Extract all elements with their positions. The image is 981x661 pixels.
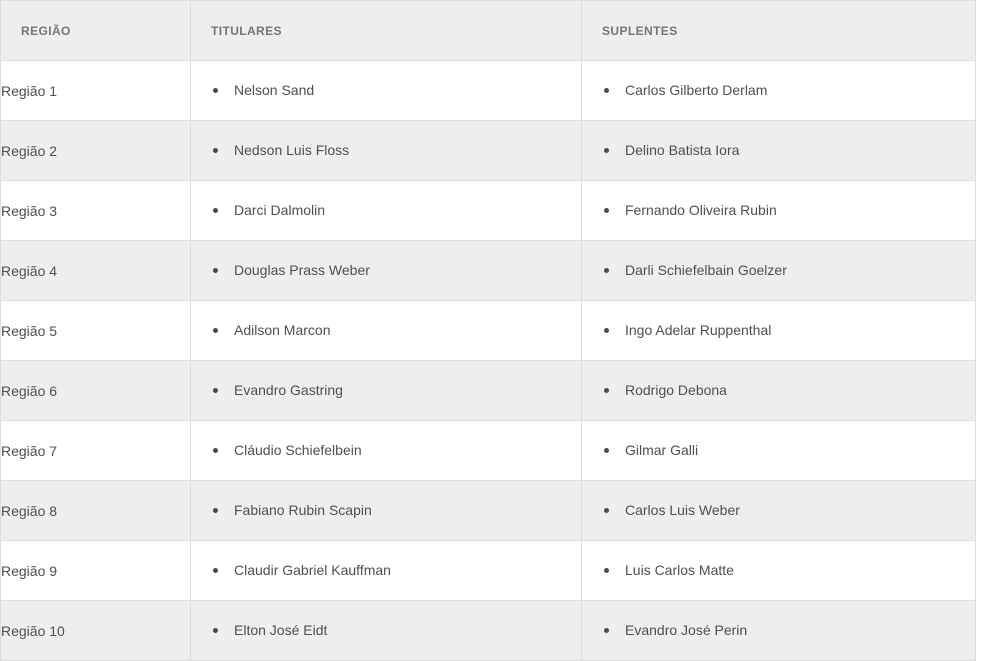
region-cell: Região 5	[1, 301, 191, 361]
suplentes-list	[582, 141, 975, 159]
suplente-name: Fernando Oliveira Rubin	[582, 201, 975, 219]
region-cell: Região 1	[1, 61, 191, 121]
titulares-cell	[191, 241, 582, 301]
region-cell: Região 3	[1, 181, 191, 241]
table-row	[1, 361, 976, 421]
suplente-name: Rodrigo Debona	[582, 381, 975, 399]
suplente-name: Delino Batista Iora	[582, 141, 975, 159]
suplentes-list	[582, 381, 975, 399]
titulares-list	[191, 261, 581, 279]
region-cell: Região 9	[1, 541, 191, 601]
suplentes-cell	[582, 541, 976, 601]
suplentes-cell	[582, 481, 976, 541]
suplentes-list	[582, 201, 975, 219]
titular-name: Nedson Luis Floss	[191, 141, 581, 159]
table-row	[1, 241, 976, 301]
titulares-cell	[191, 361, 582, 421]
suplentes-cell	[582, 361, 976, 421]
region-cell: Região 6	[1, 361, 191, 421]
suplente-name: Ingo Adelar Ruppenthal	[582, 321, 975, 339]
suplente-name: Evandro José Perin	[582, 621, 975, 639]
titular-name: Evandro Gastring	[191, 381, 581, 399]
titulares-cell	[191, 541, 582, 601]
suplentes-cell	[582, 181, 976, 241]
table-header-row	[1, 1, 976, 61]
titulares-list	[191, 441, 581, 459]
suplente-name: Luis Carlos Matte	[582, 561, 975, 579]
titulares-list	[191, 561, 581, 579]
region-cell: Região 4	[1, 241, 191, 301]
suplente-name: Carlos Luis Weber	[582, 501, 975, 519]
suplentes-list	[582, 321, 975, 339]
titulares-cell	[191, 481, 582, 541]
titulares-cell	[191, 121, 582, 181]
titulares-cell	[191, 181, 582, 241]
titular-name: Elton José Eidt	[191, 621, 581, 639]
suplentes-list	[582, 501, 975, 519]
titulares-cell	[191, 61, 582, 121]
table-row	[1, 301, 976, 361]
titulares-list	[191, 381, 581, 399]
titulares-list	[191, 501, 581, 519]
table-body	[1, 61, 976, 661]
titulares-list	[191, 201, 581, 219]
titular-name: Claudir Gabriel Kauffman	[191, 561, 581, 579]
suplentes-cell	[582, 121, 976, 181]
titulares-cell	[191, 301, 582, 361]
suplente-name: Darli Schiefelbain Goelzer	[582, 261, 975, 279]
suplentes-cell	[582, 61, 976, 121]
region-cell: Região 10	[1, 601, 191, 661]
suplentes-cell	[582, 601, 976, 661]
table-row	[1, 481, 976, 541]
suplentes-list	[582, 561, 975, 579]
suplentes-cell	[582, 301, 976, 361]
region-cell: Região 7	[1, 421, 191, 481]
titular-name: Nelson Sand	[191, 81, 581, 99]
table-row	[1, 121, 976, 181]
titular-name: Douglas Prass Weber	[191, 261, 581, 279]
column-header-titulares: TITULARES	[191, 1, 582, 61]
titulares-list	[191, 621, 581, 639]
suplente-name: Carlos Gilberto Derlam	[582, 81, 975, 99]
titulares-cell	[191, 421, 582, 481]
table-row	[1, 601, 976, 661]
table-row	[1, 421, 976, 481]
suplente-name: Gilmar Galli	[582, 441, 975, 459]
suplentes-cell	[582, 421, 976, 481]
table-row	[1, 181, 976, 241]
titular-name: Cláudio Schiefelbein	[191, 441, 581, 459]
suplentes-list	[582, 441, 975, 459]
titulares-list	[191, 81, 581, 99]
table-row	[1, 541, 976, 601]
titular-name: Darci Dalmolin	[191, 201, 581, 219]
suplentes-list	[582, 621, 975, 639]
suplentes-list	[582, 261, 975, 279]
titulares-list	[191, 141, 581, 159]
table-row	[1, 61, 976, 121]
titular-name: Fabiano Rubin Scapin	[191, 501, 581, 519]
region-cell: Região 2	[1, 121, 191, 181]
region-cell: Região 8	[1, 481, 191, 541]
column-header-regiao: REGIÃO	[1, 1, 191, 61]
titulares-list	[191, 321, 581, 339]
suplentes-list	[582, 81, 975, 99]
titular-name: Adilson Marcon	[191, 321, 581, 339]
titulares-cell	[191, 601, 582, 661]
table-header	[1, 1, 976, 61]
suplentes-cell	[582, 241, 976, 301]
column-header-suplentes: SUPLENTES	[582, 1, 976, 61]
